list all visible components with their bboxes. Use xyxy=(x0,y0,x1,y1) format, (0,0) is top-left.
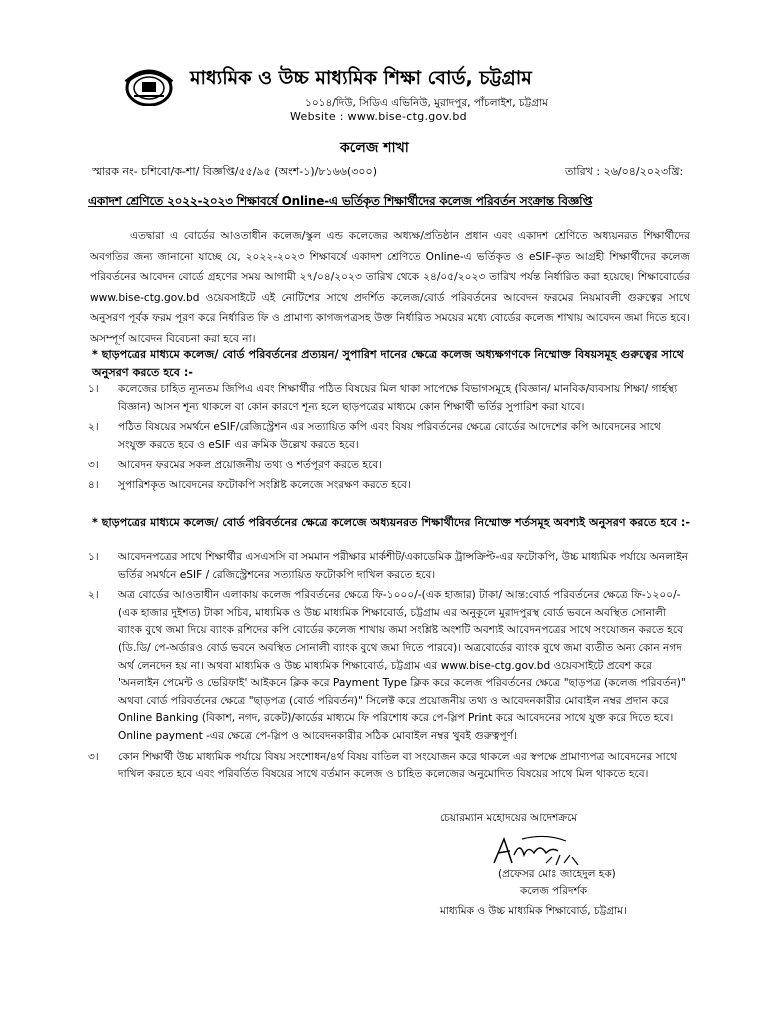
memo-date: তারিখ : ২৬/০৪/২০২৩খ্রি: xyxy=(565,165,684,178)
section2-heading: * ছাড়পত্রের মাধ্যমে কলেজ/ বোর্ড পরিবর্তনের ক্ষেত্রে কলেজে অধ্যয়নরত শিক্ষার্থীদের নিম্মোক্ত শর্তসমূহ অবশ্যই অনুসরণ করতে হবে :- xyxy=(92,516,690,529)
item-text: সুপারিশকৃত আবেদনের ফটোকপি সংশ্লিষ্ট কলেজে সংরক্ষণ করতে হবে। xyxy=(118,478,411,491)
item-text: পঠিত বিষয়ের সমর্থনে eSIF/রেজিস্ট্রেশন এর সত্যায়িত কপি এবং বিষয় পরিবর্তনের ক্ষেত্রে বোর্ডের আদেশের কপি আবেদনের সাথে সংযুক্ত করতে হবে ও eSIF এর ক্রমিক উল্লেখ করতে হবে। xyxy=(118,421,661,451)
handwritten-signature xyxy=(486,833,596,869)
item-text: কোন শিক্ষার্থী উচ্চ মাধ্যমিক পর্যায়ে বিষয় সংশোধন/৪র্থ বিষয় বাতিল বা সংযোজন করে থাকলে এর স্বপক্ষে প্রামাণ্যপত্র আবেদনের সাথে দাখিল করতে হবে এবং পরিবর্তিত বিষয়ের সাথে বর্তমান কলেজ ও চাহিত কলেজের অনুমোদিত বিষয়ের সাথে মিল থাকতে হবে। xyxy=(118,750,677,781)
item-number: ২। xyxy=(88,589,99,602)
intro-paragraph xyxy=(90,226,690,350)
signatory-name: (প্রফেসর মোঃ জাহেদুল হক) xyxy=(498,868,616,880)
item-number: ৪। xyxy=(88,478,99,491)
item-number: ৩। xyxy=(88,459,99,472)
list-item xyxy=(88,381,692,416)
item-number: ১। xyxy=(88,383,99,395)
section1-heading: * ছাড়পত্রের মাধ্যমে কলেজ/ বোর্ড পরিবর্তনের প্রত্যয়ন/ সুপারিশ দানের ক্ষেত্রে কলেজ অধ্যক্ষগণকে নিম্মোক্ত বিষয়সমূহ গুরুত্বের সাথে অনুসরণ করতে হবে :- xyxy=(92,348,684,379)
list-item xyxy=(88,419,692,454)
item-text: কলেজের চাহিত ন্যূনতম জিপিএ এবং শিক্ষার্থীর পঠিত বিষয়ের মিল থাকা সাপেক্ষে বিভাগসমূহে (বিজ্ঞান/ মানবিক/ব্যবসায় শিক্ষা/ গার্হস্থ্য বিজ্ঞান) আসন শূন্য থাকলে বা কোন কারণে শূন্য হলে ছাড়পত্রের মাধ্যমে কোন শিক্ষার্থী ভর্তির সুপারিশ করা যাবে। xyxy=(118,383,678,413)
board-logo-icon xyxy=(122,66,176,106)
signatory-office: মাধ্যমিক ও উচ্চ মাধ্যমিক শিক্ষাবোর্ড, চট্টগ্রাম। xyxy=(440,905,627,917)
board-website: Website : www.bise-ctg.gov.bd xyxy=(290,110,467,123)
signature-order: চেয়ারম্যান মহোদয়ের আদেশক্রমে xyxy=(440,812,578,824)
section2-list xyxy=(88,549,692,784)
item-text: আবেদন ফরমের সকল প্রয়োজনীয় তথ্য ও শর্তপূরণ করতে হবে। xyxy=(118,459,382,472)
item-text: আবেদনপত্রের সাথে শিক্ষার্থীর এসএসসি বা সমমান পরীক্ষার মার্কশীট/একাডেমিক ট্রান্সক্রিপ্ট-এর ফটোকপি, উচ্চ মাধ্যমিক পর্যায়ে অনলাইন ভর্তির সমর্থনে eSIF / রেজিস্ট্রেশনের সত্যায়িত ফটোকপি দাখিল করতে হবে। xyxy=(118,551,689,581)
list-item xyxy=(88,457,692,475)
item-text: অত্র বোর্ডের আওতাধীন এলাকায় কলেজ পরিবর্তনের ক্ষেত্রে ফি-১০০০/-(এক হাজার) টাকা/ আন্ত:বোর্ড পরিবর্তনের ক্ষেত্রে ফি-১২০০/-(এক হাজার দুইশত) টাকা সচিব, মাধ্যমিক ও উচ্চ মাধ্যমিক শিক্ষাবোর্ড, চট্টগ্রাম এর অনুকূলে মুরাদপুরস্থ বোর্ড ভবনে অবস্থিত সোনালী ব্যাংক বুথে জমা দিয়ে ব্যাংক রশিদের কপি বোর্ডের কলেজ শাখায় জমা সংশ্লিষ্ট অংশটি অবশ্যই আবেদনপত্রের সাথে সংযোজন করতে হবে (ডি.ডি/ পে-অর্ডারও বোর্ড ভবনে অবস্থিত সোনালী ব্যাংক বুথে জমা দিতে পারবে)। অত্রবোর্ডের ব্যাংক বুথে জমা ব্যতীত অন্য কোন নগদ অর্থ লেনদেন হয় না। অথবা মাধ্যমিক ও উচ্চ মাধ্যমিক শিক্ষাবোর্ড, চট্টগ্রাম এর www.bise-ctg.gov.bd ওয়েবসাইটে প্রবেশ করে 'অনলাইন পেমেন্ট ও ভেরিফাই' আইকনে ক্লিক করে Payment Type ক্লিক করে কলেজ পরিবর্তনের ক্ষেত্রে "ছাড়পত্র (কলেজ পরিবর্তন)" অথবা বোর্ড পরিবর্তনের ক্ষেত্রে "ছাড়পত্র (বোর্ড পরিবর্তন)" সিলেক্ট করে প্রয়োজনীয় তথ্য ও আবেদনকারীর মোবাইল নম্বর প্রদান করে Online Banking (বিকাশ, নগদ, রকেট)/কার্ডের মাধ্যমে ফি পরিশোধ করে পে-স্লিপ Print করে আবেদনের সাথে যুক্ত করে দিতে হবে। Online payment -এর ক্ষেত্রে পে-স্লিপ ও আবেদনকারীর সঠিক মোবাইল নম্বর খুবই গুরুত্বপূর্ণ। xyxy=(118,589,686,742)
memo-number: স্মারক নং- চশিবো/ক-শা/ বিজ্ঞপ্তি/৫৫/৯৫ (অংশ-১)/৮১৬৬(৩০০) xyxy=(92,165,377,178)
list-item xyxy=(88,477,692,495)
item-number: ১। xyxy=(88,551,99,563)
signatory-designation: কলেজ পরিদর্শক xyxy=(520,885,588,897)
board-name: মাধ্যমিক ও উচ্চ মাধ্যমিক শিক্ষা বোর্ড, চট্টগ্রাম xyxy=(190,67,532,89)
section1-list xyxy=(88,381,692,495)
list-item xyxy=(88,587,692,745)
intro-text: এতদ্বারা এ বোর্ডের আওতাধীন কলেজ/স্কুল এন্ড কলেজের অধ্যক্ষ/প্রতিষ্ঠান প্রধান এবং একাদশ শ্রেণিতে অধ্যয়নরত শিক্ষার্থীদের অবগতির জন্য জানানো যাচ্ছে যে, ২০২২-২০২৩ শিক্ষাবর্ষে একাদশ শ্রেণিতে Online-এ ভর্তিকৃত ও eSIF-কৃত আগ্রহী শিক্ষার্থীদের কলেজ পরিবর্তনের আবেদন বোর্ডে গ্রহণের সময় আগামী ২৭/০৪/২০২৩ তারিখ থেকে ২৪/০৫/২০২৩ তারিখ পর্যন্ত নির্ধারিত করা হয়েছে। শিক্ষাবোর্ডের www.bise-ctg.gov.bd ওয়েবসাইটে এই নোটিশের সাথে প্রদর্শিত কলেজ/বোর্ড পরিবর্তনের আবেদন ফরমের নিয়মাবলী গুরুত্বের সাথে অনুসরণ পূর্বক ফরম পূরণ করে নির্ধারিত ফি ও প্রামাণ্য কাগজপত্রসহ উক্ত নির্ধারিত সময়ের মধ্যে বোর্ডের কলেজ শাখায় আবেদন জমা দিতে হবে। অসম্পূর্ণ আবেদন বিবেচনা করা হবে না। xyxy=(90,230,690,345)
item-number: ৩। xyxy=(88,750,99,763)
item-number: ২। xyxy=(88,421,99,434)
list-item xyxy=(88,549,692,584)
branch-title: কলেজ শাখা xyxy=(340,140,409,156)
board-address: ১০১৪/দিউ, সিডিএ এভিনিউ, মুরাদপুর, পাঁচলাইশ, চট্টগ্রাম xyxy=(305,97,548,109)
notice-title: একাদশ শ্রেণিতে ২০২২-২০২৩ শিক্ষাবর্ষে Online-এ ভর্তিকৃত শিক্ষার্থীদের কলেজ পরিবর্তন সংক্রান্ত বিজ্ঞপ্তি xyxy=(88,194,593,208)
list-item xyxy=(88,749,692,784)
